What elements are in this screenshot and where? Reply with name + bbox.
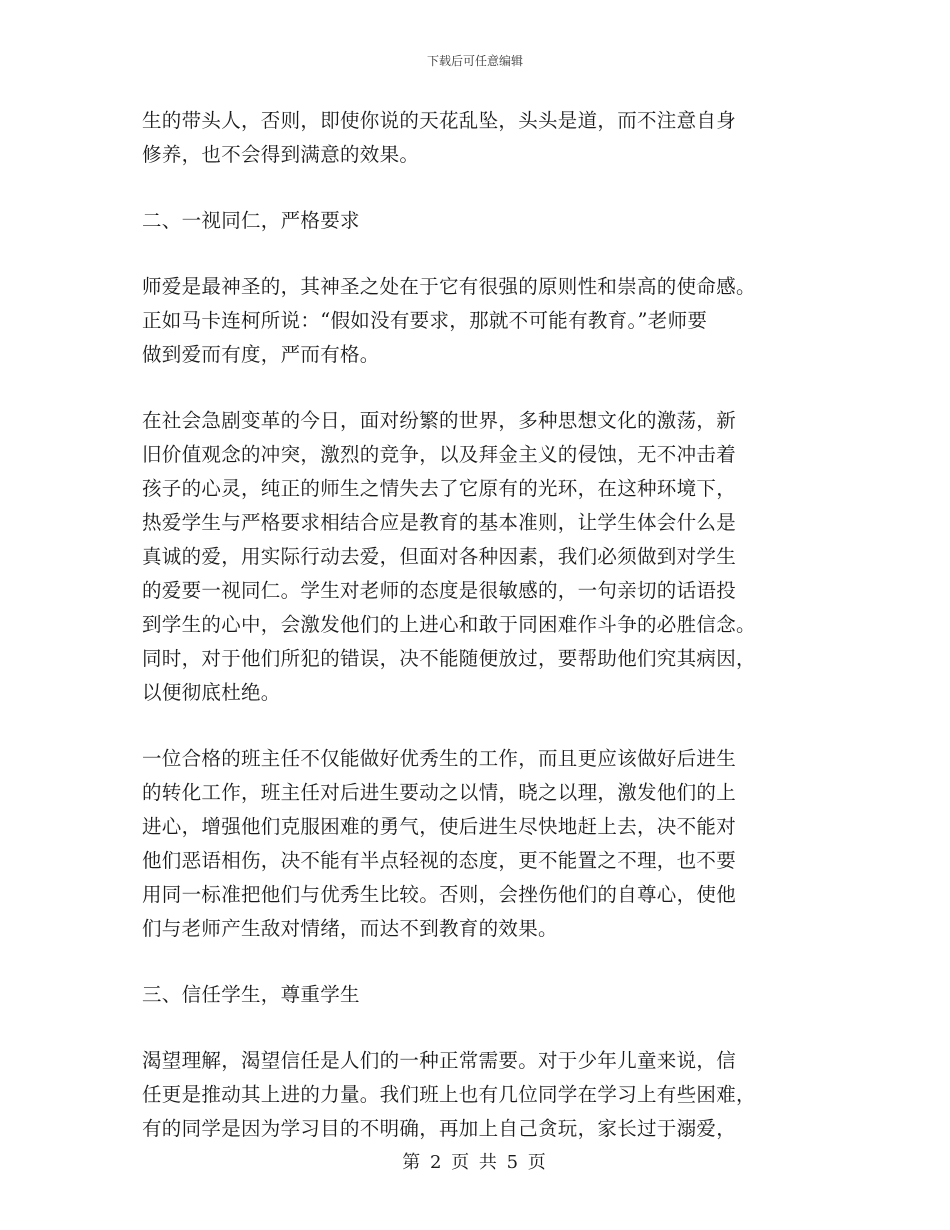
text-line: 以便彻底杜绝。 <box>142 681 281 704</box>
text-line: 在社会急剧变革的今日，面对纷繁的世界，多种思想文化的激荡，新 <box>142 409 737 432</box>
text-line: 同时，对于他们所犯的错误，决不能随便放过，要帮助他们究其病因， <box>142 647 756 670</box>
paragraph-gap <box>142 372 812 404</box>
paragraph-gap <box>142 172 812 204</box>
paragraph-gap <box>142 238 812 270</box>
text-line: 到学生的心中，会激发他们的上进心和敢于同困难作斗争的必胜信念。 <box>142 613 756 636</box>
text-line: 进心，增强他们克服困难的勇气，使后进生尽快地赶上去，决不能对 <box>142 815 737 838</box>
page-number-footer: 第 2 页 共 5 页 <box>402 1152 548 1173</box>
text-line: 旧价值观念的冲突，激烈的竞争，以及拜金主义的侵蚀，无不冲击着 <box>142 443 737 466</box>
text-line: 他们恶语相伤，决不能有半点轻视的态度，更不能置之不理，也不要 <box>142 849 737 872</box>
text-line: 任更是推动其上进的力量。我们班上也有几位同学在学习上有些困难， <box>142 1083 756 1106</box>
text-line: 做到爱而有度，严而有格。 <box>142 343 380 366</box>
paragraph-gap <box>142 1012 812 1044</box>
text-line: 师爱是最神圣的，其神圣之处在于它有很强的原则性和崇高的使命感。 <box>142 275 756 298</box>
paragraph <box>142 742 812 946</box>
text-line: 有的同学是因为学习目的不明确，再加上自己贪玩，家长过于溺爱， <box>142 1117 737 1140</box>
text-line: 生的带头人，否则，即使你说的天花乱坠，头头是道，而不注意自身 <box>142 109 737 132</box>
paragraph-gap <box>142 946 812 978</box>
text-line: 三、信任学生，尊重学生 <box>142 983 360 1006</box>
text-line: 的爱要一视同仁。学生对老师的态度是很敏感的，一句亲切的话语投 <box>142 579 737 602</box>
paragraph-gap <box>142 710 812 742</box>
section-heading <box>142 978 812 1012</box>
text-line: 们与老师产生敌对情绪，而达不到教育的效果。 <box>142 917 558 940</box>
paragraph <box>142 270 812 372</box>
paragraph <box>142 104 812 172</box>
document-body <box>142 104 812 1146</box>
text-line: 二、一视同仁，严格要求 <box>142 209 360 232</box>
text-line: 正如马卡连柯所说：“假如没有要求，那就不可能有教育。”老师要 <box>142 309 708 332</box>
text-line: 渴望理解，渴望信任是人们的一种正常需要。对于少年儿童来说，信 <box>142 1049 737 1072</box>
text-line: 真诚的爱，用实际行动去爱，但面对各种因素，我们必须做到对学生 <box>142 545 737 568</box>
text-line: 一位合格的班主任不仅能做好优秀生的工作，而且更应该做好后进生 <box>142 747 737 770</box>
text-line: 用同一标准把他们与优秀生比较。否则，会挫伤他们的自尊心，使他 <box>142 883 737 906</box>
section-heading <box>142 204 812 238</box>
text-line: 热爱学生与严格要求相结合应是教育的基本准则，让学生体会什么是 <box>142 511 737 534</box>
text-line: 修养，也不会得到满意的效果。 <box>142 143 420 166</box>
paragraph <box>142 404 812 710</box>
text-line: 的转化工作，班主任对后进生要动之以情，晓之以理，激发他们的上 <box>142 781 737 804</box>
page-header: 下载后可任意编辑 <box>426 54 523 68</box>
paragraph <box>142 1044 812 1146</box>
text-line: 孩子的心灵，纯正的师生之情失去了它原有的光环，在这种环境下， <box>142 477 737 500</box>
